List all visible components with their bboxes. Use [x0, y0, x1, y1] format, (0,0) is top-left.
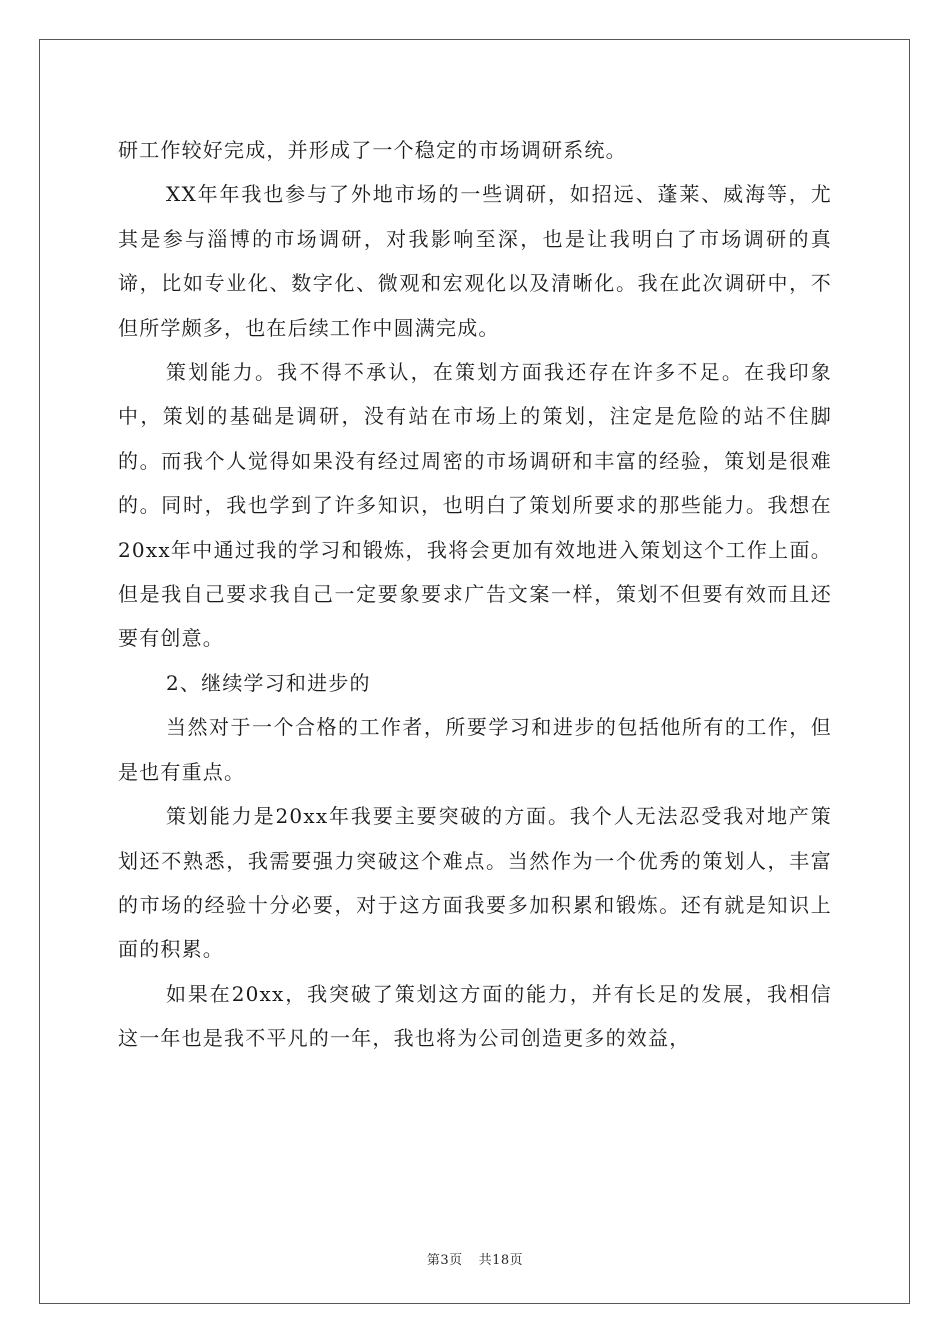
document-body [118, 128, 832, 1061]
paragraph-6: 策划能力是20xx年我要主要突破的方面。我个人无法忍受我对地产策划还不熟悉，我需要强力突破这个难点。当然作为一个优秀的策划人，丰富的市场的经验十分必要，对于这方面我要多加积累和锻炼。还有就是知识上面的积累。 [118, 804, 832, 962]
page-number: 第3页 [426, 1253, 463, 1268]
paragraph-5: 当然对于一个合格的工作者，所要学习和进步的包括他所有的工作，但是也有重点。 [118, 715, 832, 784]
section-heading: 2、继续学习和进步的 [166, 670, 371, 695]
paragraph-2: XX年年我也参与了外地市场的一些调研，如招远、蓬莱、威海等，尤其是参与淄博的市场调研，对我影响至深，也是让我明白了市场调研的真谛，比如专业化、数字化、微观和宏观化以及清晰化。我在此次调研中，不但所学颇多，也在后续工作中圆满完成。 [118, 182, 832, 340]
paragraph-1: 研工作较好完成，并形成了一个稳定的市场调研系统。 [118, 138, 627, 162]
paragraph-3: 策划能力。我不得不承认，在策划方面我还存在许多不足。在我印象中，策划的基础是调研，没有站在市场上的策划，注定是危险的站不住脚的。而我个人觉得如果没有经过周密的市场调研和丰富的经验，策划是很难的。同时，我也学到了许多知识，也明白了策划所要求的那些能力。我想在20xx年中通过我的学习和锻炼，我将会更加有效地进入策划这个工作上面。但是我自己要求我自己一定要象要求广告文案一样，策划不但要有效而且还要有创意。 [118, 360, 832, 651]
page-total: 共18页 [478, 1253, 524, 1268]
paragraph-7: 如果在20xx，我突破了策划这方面的能力，并有长足的发展，我相信这一年也是我不平凡的一年，我也将为公司创造更多的效益， [118, 981, 832, 1051]
page-footer [0, 1249, 950, 1268]
